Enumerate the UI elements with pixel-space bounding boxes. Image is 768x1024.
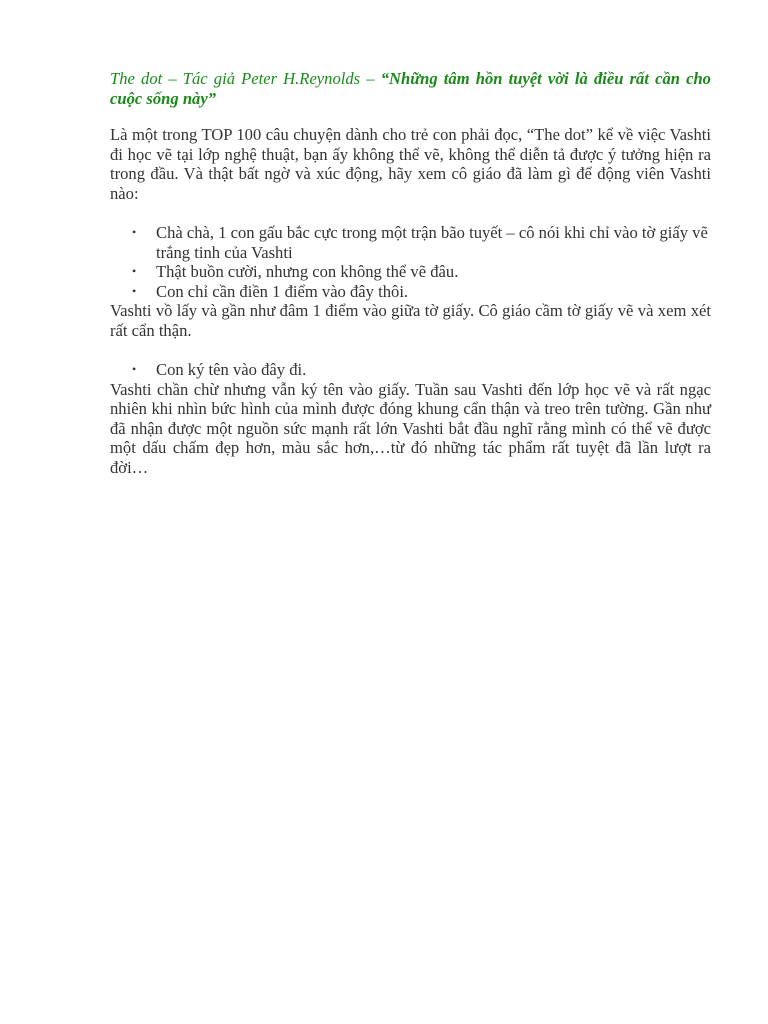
title-quote: “Những tâm hồn tuyệt vời là điều rất cần cho cuộc sống này”: [110, 69, 711, 108]
list-item-text: Con chỉ cần điền 1 điểm vào đây thôi.: [156, 281, 409, 301]
document-page: [110, 69, 711, 477]
bullet-icon: •: [132, 225, 137, 239]
title-plain: The dot – Tác giả Peter H.Reynolds –: [110, 69, 381, 88]
list-item: [110, 223, 711, 262]
list-item: [110, 360, 711, 380]
list-item: [110, 262, 711, 282]
bullet-list-1: [110, 223, 711, 301]
list-item-text: Con ký tên vào đây đi.: [156, 360, 307, 379]
document-title: [110, 69, 711, 108]
story-paragraph-3: Vashti chần chừ nhưng vẫn ký tên vào giấy. Tuần sau Vashti đến lớp học vẽ và rất ngạc nhiên khi nhìn bức hình của mình được đóng khung cẩn thận và treo trên tường. Gần như đã nhận được một nguồn sức mạnh rất lớn Vashti bắt đầu nghĩ rằng mình có thể vẽ được một dấu chấm đẹp hơn, màu sắc hơn,…từ đó những tác phẩm rất tuyệt đã lần lượt ra đời…: [110, 379, 711, 477]
list-item: [110, 282, 711, 302]
story-paragraph-2: Vashti vồ lấy và gần như đâm 1 điểm vào giữa tờ giấy. Cô giáo cầm tờ giấy vẽ và xem xét rất cẩn thận.: [110, 301, 711, 340]
bullet-icon: •: [132, 264, 137, 278]
bullet-icon: •: [132, 283, 137, 298]
list-item-text: Chà chà, 1 con gấu bắc cực trong một trận bão tuyết – cô nói khi chỉ vào tờ giấy vẽ trắng tinh của Vashti: [156, 223, 708, 262]
list-item-text: Thật buồn cười, nhưng con không thể vẽ đâu.: [156, 262, 459, 281]
bullet-list-2: [110, 360, 711, 380]
bullet-icon: •: [132, 362, 137, 376]
intro-paragraph: Là một trong TOP 100 câu chuyện dành cho trẻ con phải đọc, “The dot” kể về việc Vashti đi học vẽ tại lớp nghệ thuật, bạn ấy không thể vẽ, không thể diễn tả được ý tưởng hiện ra trong đầu. Và thật bất ngờ và xúc động, hãy xem cô giáo đã làm gì để động viên Vashti nào:: [110, 125, 711, 203]
